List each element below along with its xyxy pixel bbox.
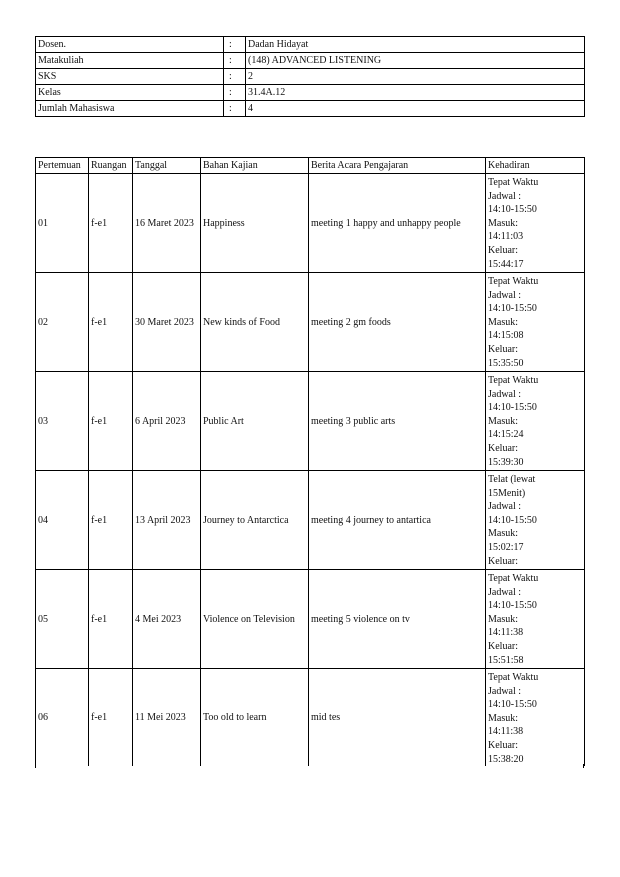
info-row xyxy=(36,53,585,69)
topic-cell: Journey to Antarctica xyxy=(201,471,309,570)
attendance-cell: Tepat Waktu Jadwal : 14:10-15:50 Masuk: 14:15:08 Keluar: 15:35:50 xyxy=(486,273,585,372)
info-separator: : xyxy=(224,53,246,69)
teaching-report-cell: mid tes xyxy=(309,669,486,767)
info-label: Matakuliah xyxy=(36,53,224,69)
attendance-cell: Tepat Waktu Jadwal : 14:10-15:50 Masuk: 14:11:38 Keluar: 15:38:20 xyxy=(486,669,585,767)
teaching-report-cell: meeting 3 public arts xyxy=(309,372,486,471)
teaching-report-cell: meeting 1 happy and unhappy people xyxy=(309,174,486,273)
info-value: (148) ADVANCED LISTENING xyxy=(246,53,585,69)
table-row xyxy=(36,372,585,471)
date-cell: 16 Maret 2023 xyxy=(133,174,201,273)
room-cell: f-e1 xyxy=(89,471,133,570)
topic-cell: Too old to learn xyxy=(201,669,309,767)
info-value: 4 xyxy=(246,101,585,117)
room-cell: f-e1 xyxy=(89,570,133,669)
info-separator: : xyxy=(224,37,246,53)
table-row xyxy=(36,570,585,669)
info-value: Dadan Hidayat xyxy=(246,37,585,53)
info-label: Kelas xyxy=(36,85,224,101)
date-cell: 30 Maret 2023 xyxy=(133,273,201,372)
date-cell: 4 Mei 2023 xyxy=(133,570,201,669)
room-cell: f-e1 xyxy=(89,273,133,372)
room-cell: f-e1 xyxy=(89,669,133,767)
meeting-number-cell: 06 xyxy=(36,669,89,767)
attendance-cell: Telat (lewat 15Menit) Jadwal : 14:10-15:50 Masuk: 15:02:17 Keluar: xyxy=(486,471,585,570)
info-row xyxy=(36,85,585,101)
table-row xyxy=(36,174,585,273)
info-value: 31.4A.12 xyxy=(246,85,585,101)
info-row xyxy=(36,37,585,53)
date-cell: 11 Mei 2023 xyxy=(133,669,201,767)
info-label: Jumlah Mahasiswa xyxy=(36,101,224,117)
column-header: Ruangan xyxy=(89,158,133,174)
attendance-table xyxy=(35,157,585,766)
attendance-cell: Tepat Waktu Jadwal : 14:10-15:50 Masuk: 14:15:24 Keluar: 15:39:30 xyxy=(486,372,585,471)
meeting-number-cell: 01 xyxy=(36,174,89,273)
course-info-table xyxy=(35,36,585,117)
column-header: Bahan Kajian xyxy=(201,158,309,174)
column-header: Kehadiran xyxy=(486,158,585,174)
table-header-row xyxy=(36,158,585,174)
meeting-number-cell: 04 xyxy=(36,471,89,570)
info-value: 2 xyxy=(246,69,585,85)
meeting-number-cell: 05 xyxy=(36,570,89,669)
teaching-report-cell: meeting 4 journey to antartica xyxy=(309,471,486,570)
info-row xyxy=(36,69,585,85)
table-row xyxy=(36,471,585,570)
teaching-report-cell: meeting 2 gm foods xyxy=(309,273,486,372)
teaching-report-cell: meeting 5 violence on tv xyxy=(309,570,486,669)
date-cell: 6 April 2023 xyxy=(133,372,201,471)
info-separator: : xyxy=(224,85,246,101)
table-row xyxy=(36,273,585,372)
column-header: Pertemuan xyxy=(36,158,89,174)
date-cell: 13 April 2023 xyxy=(133,471,201,570)
info-label: SKS xyxy=(36,69,224,85)
attendance-cell: Tepat Waktu Jadwal : 14:10-15:50 Masuk: 14:11:38 Keluar: 15:51:58 xyxy=(486,570,585,669)
attendance-cell: Tepat Waktu Jadwal : 14:10-15:50 Masuk: 14:11:03 Keluar: 15:44:17 xyxy=(486,174,585,273)
info-separator: : xyxy=(224,101,246,117)
room-cell: f-e1 xyxy=(89,174,133,273)
table-edge-right xyxy=(583,764,584,768)
info-label: Dosen. xyxy=(36,37,224,53)
table-row xyxy=(36,669,585,767)
column-header: Tanggal xyxy=(133,158,201,174)
meeting-number-cell: 03 xyxy=(36,372,89,471)
meeting-number-cell: 02 xyxy=(36,273,89,372)
column-header: Berita Acara Pengajaran xyxy=(309,158,486,174)
topic-cell: Violence on Television xyxy=(201,570,309,669)
topic-cell: Public Art xyxy=(201,372,309,471)
info-separator: : xyxy=(224,69,246,85)
topic-cell: New kinds of Food xyxy=(201,273,309,372)
table-edge-left xyxy=(35,764,36,768)
info-row xyxy=(36,101,585,117)
topic-cell: Happiness xyxy=(201,174,309,273)
room-cell: f-e1 xyxy=(89,372,133,471)
